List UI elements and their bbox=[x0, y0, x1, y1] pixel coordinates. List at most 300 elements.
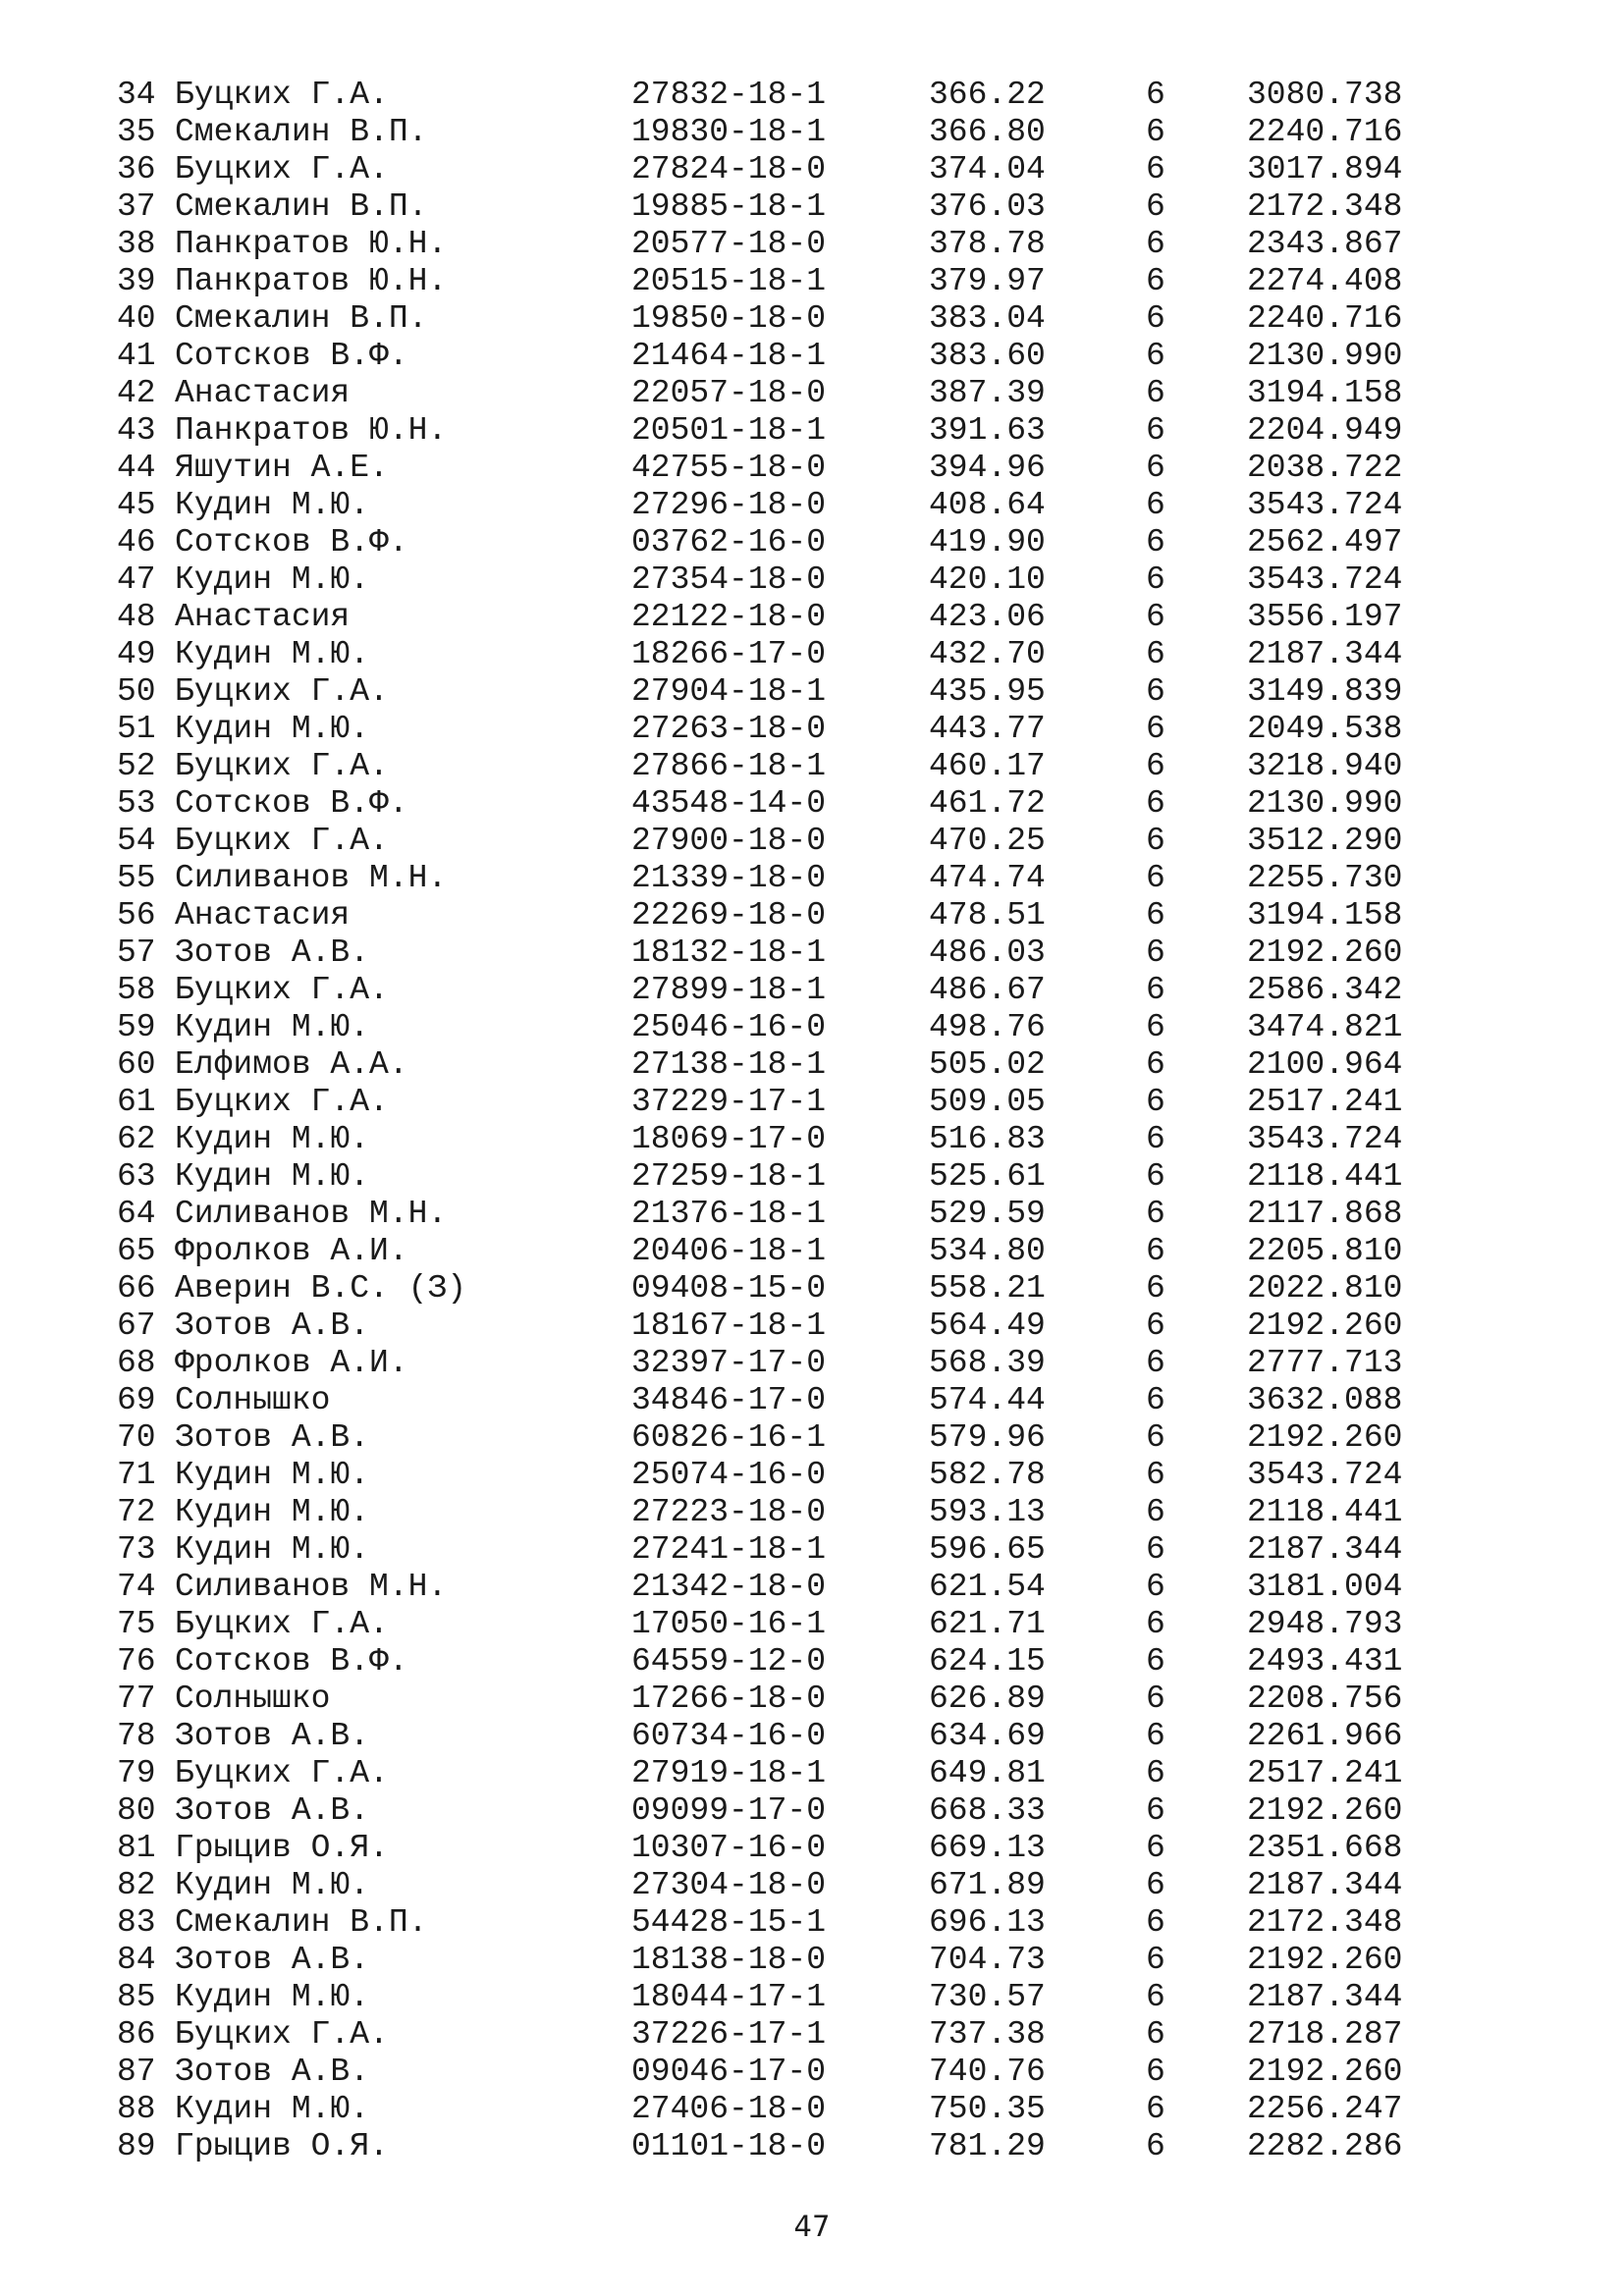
group-value: 6 bbox=[1146, 1942, 1165, 1978]
distance-value: 634.69 bbox=[929, 1718, 1046, 1754]
ring-code: 18167-18-1 bbox=[631, 1308, 827, 1344]
ring-code: 54428-15-1 bbox=[631, 1904, 827, 1941]
row-number: 61 bbox=[117, 1084, 156, 1120]
score-value: 3194.158 bbox=[1247, 897, 1403, 934]
participant-name: Кудин М.Ю. bbox=[175, 636, 370, 672]
score-value: 2586.342 bbox=[1247, 972, 1403, 1008]
row-number: 81 bbox=[117, 1830, 156, 1866]
participant-name: Зотов А.В. bbox=[175, 1942, 370, 1978]
group-value: 6 bbox=[1146, 1830, 1165, 1866]
score-value: 2187.344 bbox=[1247, 1979, 1403, 2015]
ring-code: 27223-18-0 bbox=[631, 1494, 827, 1530]
row-number: 47 bbox=[117, 561, 156, 598]
row-number: 57 bbox=[117, 934, 156, 971]
table-row bbox=[0, 2128, 1624, 2165]
table-row bbox=[0, 114, 1624, 151]
distance-value: 391.63 bbox=[929, 412, 1046, 449]
score-value: 2187.344 bbox=[1247, 1867, 1403, 1903]
ring-code: 03762-16-0 bbox=[631, 524, 827, 561]
row-number: 56 bbox=[117, 897, 156, 934]
distance-value: 420.10 bbox=[929, 561, 1046, 598]
group-value: 6 bbox=[1146, 1755, 1165, 1791]
score-value: 2172.348 bbox=[1247, 1904, 1403, 1941]
distance-value: 750.35 bbox=[929, 2091, 1046, 2127]
score-value: 2192.260 bbox=[1247, 1419, 1403, 1456]
row-number: 60 bbox=[117, 1046, 156, 1083]
score-value: 2256.247 bbox=[1247, 2091, 1403, 2127]
distance-value: 649.81 bbox=[929, 1755, 1046, 1791]
participant-name: Панкратов Ю.Н. bbox=[175, 263, 448, 299]
table-row bbox=[0, 1382, 1624, 1419]
score-value: 3543.724 bbox=[1247, 1457, 1403, 1493]
table-row bbox=[0, 1531, 1624, 1569]
group-value: 6 bbox=[1146, 1494, 1165, 1530]
group-value: 6 bbox=[1146, 1904, 1165, 1941]
page-number: 47 bbox=[793, 2210, 831, 2243]
group-value: 6 bbox=[1146, 114, 1165, 150]
ring-code: 27832-18-1 bbox=[631, 77, 827, 113]
group-value: 6 bbox=[1146, 1158, 1165, 1195]
distance-value: 626.89 bbox=[929, 1681, 1046, 1717]
participant-name: Буцких Г.А. bbox=[175, 972, 389, 1008]
table-row bbox=[0, 2016, 1624, 2054]
score-value: 2208.756 bbox=[1247, 1681, 1403, 1717]
score-value: 2274.408 bbox=[1247, 263, 1403, 299]
row-number: 78 bbox=[117, 1718, 156, 1754]
participant-name: Сотсков В.Ф. bbox=[175, 785, 408, 822]
score-value: 2204.949 bbox=[1247, 412, 1403, 449]
distance-value: 624.15 bbox=[929, 1643, 1046, 1680]
group-value: 6 bbox=[1146, 412, 1165, 449]
table-row bbox=[0, 77, 1624, 114]
table-row bbox=[0, 1233, 1624, 1270]
distance-value: 621.54 bbox=[929, 1569, 1046, 1605]
table-row bbox=[0, 1830, 1624, 1867]
results-table bbox=[0, 77, 1624, 2165]
row-number: 79 bbox=[117, 1755, 156, 1791]
participant-name: Кудин М.Ю. bbox=[175, 1494, 370, 1530]
ring-code: 18138-18-0 bbox=[631, 1942, 827, 1978]
participant-name: Солнышко bbox=[175, 1681, 331, 1717]
distance-value: 781.29 bbox=[929, 2128, 1046, 2164]
score-value: 2022.810 bbox=[1247, 1270, 1403, 1307]
row-number: 64 bbox=[117, 1196, 156, 1232]
table-row bbox=[0, 860, 1624, 897]
ring-code: 27354-18-0 bbox=[631, 561, 827, 598]
group-value: 6 bbox=[1146, 1084, 1165, 1120]
score-value: 2777.713 bbox=[1247, 1345, 1403, 1381]
table-row bbox=[0, 1009, 1624, 1046]
score-value: 3512.290 bbox=[1247, 823, 1403, 859]
row-number: 58 bbox=[117, 972, 156, 1008]
group-value: 6 bbox=[1146, 2054, 1165, 2090]
table-row bbox=[0, 1606, 1624, 1643]
participant-name: Зотов А.В. bbox=[175, 1419, 370, 1456]
participant-name: Смекалин В.П. bbox=[175, 188, 428, 225]
score-value: 3543.724 bbox=[1247, 1121, 1403, 1157]
distance-value: 498.76 bbox=[929, 1009, 1046, 1045]
group-value: 6 bbox=[1146, 1233, 1165, 1269]
participant-name: Кудин М.Ю. bbox=[175, 1121, 370, 1157]
distance-value: 737.38 bbox=[929, 2016, 1046, 2053]
group-value: 6 bbox=[1146, 487, 1165, 523]
group-value: 6 bbox=[1146, 338, 1165, 374]
row-number: 37 bbox=[117, 188, 156, 225]
score-value: 2240.716 bbox=[1247, 114, 1403, 150]
ring-code: 19885-18-1 bbox=[631, 188, 827, 225]
ring-code: 27263-18-0 bbox=[631, 711, 827, 747]
row-number: 39 bbox=[117, 263, 156, 299]
ring-code: 27900-18-0 bbox=[631, 823, 827, 859]
distance-value: 564.49 bbox=[929, 1308, 1046, 1344]
participant-name: Буцких Г.А. bbox=[175, 823, 389, 859]
distance-value: 621.71 bbox=[929, 1606, 1046, 1642]
distance-value: 474.74 bbox=[929, 860, 1046, 896]
score-value: 2343.867 bbox=[1247, 226, 1403, 262]
distance-value: 525.61 bbox=[929, 1158, 1046, 1195]
table-row bbox=[0, 2091, 1624, 2128]
score-value: 3194.158 bbox=[1247, 375, 1403, 411]
row-number: 67 bbox=[117, 1308, 156, 1344]
participant-name: Анастасия bbox=[175, 599, 351, 635]
distance-value: 505.02 bbox=[929, 1046, 1046, 1083]
score-value: 2038.722 bbox=[1247, 450, 1403, 486]
participant-name: Кудин М.Ю. bbox=[175, 2091, 370, 2127]
group-value: 6 bbox=[1146, 77, 1165, 113]
group-value: 6 bbox=[1146, 1979, 1165, 2015]
distance-value: 366.22 bbox=[929, 77, 1046, 113]
participant-name: Фролков А.И. bbox=[175, 1233, 408, 1269]
table-row bbox=[0, 412, 1624, 450]
score-value: 2118.441 bbox=[1247, 1494, 1403, 1530]
row-number: 35 bbox=[117, 114, 156, 150]
row-number: 86 bbox=[117, 2016, 156, 2053]
score-value: 3149.839 bbox=[1247, 673, 1403, 710]
row-number: 41 bbox=[117, 338, 156, 374]
ring-code: 17050-16-1 bbox=[631, 1606, 827, 1642]
table-row bbox=[0, 1270, 1624, 1308]
distance-value: 374.04 bbox=[929, 151, 1046, 187]
table-row bbox=[0, 226, 1624, 263]
table-row bbox=[0, 711, 1624, 748]
ring-code: 18266-17-0 bbox=[631, 636, 827, 672]
ring-code: 09046-17-0 bbox=[631, 2054, 827, 2090]
ring-code: 18132-18-1 bbox=[631, 934, 827, 971]
row-number: 87 bbox=[117, 2054, 156, 2090]
table-row bbox=[0, 1158, 1624, 1196]
score-value: 3543.724 bbox=[1247, 561, 1403, 598]
participant-name: Яшутин А.Е. bbox=[175, 450, 389, 486]
table-row bbox=[0, 673, 1624, 711]
participant-name: Кудин М.Ю. bbox=[175, 1009, 370, 1045]
table-row bbox=[0, 375, 1624, 412]
ring-code: 01101-18-0 bbox=[631, 2128, 827, 2164]
distance-value: 516.83 bbox=[929, 1121, 1046, 1157]
row-number: 50 bbox=[117, 673, 156, 710]
group-value: 6 bbox=[1146, 226, 1165, 262]
table-row bbox=[0, 300, 1624, 338]
table-row bbox=[0, 487, 1624, 524]
group-value: 6 bbox=[1146, 188, 1165, 225]
participant-name: Сотсков В.Ф. bbox=[175, 524, 408, 561]
table-row bbox=[0, 1867, 1624, 1904]
distance-value: 408.64 bbox=[929, 487, 1046, 523]
score-value: 2240.716 bbox=[1247, 300, 1403, 337]
participant-name: Буцких Г.А. bbox=[175, 151, 389, 187]
distance-value: 379.97 bbox=[929, 263, 1046, 299]
group-value: 6 bbox=[1146, 1345, 1165, 1381]
group-value: 6 bbox=[1146, 1457, 1165, 1493]
group-value: 6 bbox=[1146, 1009, 1165, 1045]
score-value: 2187.344 bbox=[1247, 636, 1403, 672]
ring-code: 27406-18-0 bbox=[631, 2091, 827, 2127]
participant-name: Зотов А.В. bbox=[175, 1308, 370, 1344]
distance-value: 383.04 bbox=[929, 300, 1046, 337]
row-number: 63 bbox=[117, 1158, 156, 1195]
group-value: 6 bbox=[1146, 1046, 1165, 1083]
distance-value: 509.05 bbox=[929, 1084, 1046, 1120]
group-value: 6 bbox=[1146, 1569, 1165, 1605]
table-row bbox=[0, 1084, 1624, 1121]
distance-value: 383.60 bbox=[929, 338, 1046, 374]
distance-value: 378.78 bbox=[929, 226, 1046, 262]
table-row bbox=[0, 897, 1624, 934]
table-row bbox=[0, 1979, 1624, 2016]
ring-code: 25046-16-0 bbox=[631, 1009, 827, 1045]
row-number: 73 bbox=[117, 1531, 156, 1568]
table-row bbox=[0, 151, 1624, 188]
score-value: 2517.241 bbox=[1247, 1755, 1403, 1791]
score-value: 2117.868 bbox=[1247, 1196, 1403, 1232]
group-value: 6 bbox=[1146, 450, 1165, 486]
ring-code: 17266-18-0 bbox=[631, 1681, 827, 1717]
ring-code: 27904-18-1 bbox=[631, 673, 827, 710]
score-value: 3556.197 bbox=[1247, 599, 1403, 635]
table-row bbox=[0, 1718, 1624, 1755]
row-number: 46 bbox=[117, 524, 156, 561]
group-value: 6 bbox=[1146, 711, 1165, 747]
ring-code: 10307-16-0 bbox=[631, 1830, 827, 1866]
score-value: 2192.260 bbox=[1247, 934, 1403, 971]
row-number: 88 bbox=[117, 2091, 156, 2127]
score-value: 3181.004 bbox=[1247, 1569, 1403, 1605]
distance-value: 568.39 bbox=[929, 1345, 1046, 1381]
ring-code: 27866-18-1 bbox=[631, 748, 827, 784]
participant-name: Смекалин В.П. bbox=[175, 300, 428, 337]
distance-value: 486.67 bbox=[929, 972, 1046, 1008]
group-value: 6 bbox=[1146, 823, 1165, 859]
group-value: 6 bbox=[1146, 785, 1165, 822]
table-row bbox=[0, 1196, 1624, 1233]
group-value: 6 bbox=[1146, 1308, 1165, 1344]
row-number: 83 bbox=[117, 1904, 156, 1941]
score-value: 2049.538 bbox=[1247, 711, 1403, 747]
row-number: 48 bbox=[117, 599, 156, 635]
row-number: 43 bbox=[117, 412, 156, 449]
ring-code: 22122-18-0 bbox=[631, 599, 827, 635]
row-number: 59 bbox=[117, 1009, 156, 1045]
participant-name: Силиванов М.Н. bbox=[175, 1196, 448, 1232]
participant-name: Зотов А.В. bbox=[175, 2054, 370, 2090]
row-number: 38 bbox=[117, 226, 156, 262]
group-value: 6 bbox=[1146, 636, 1165, 672]
group-value: 6 bbox=[1146, 375, 1165, 411]
row-number: 52 bbox=[117, 748, 156, 784]
ring-code: 27899-18-1 bbox=[631, 972, 827, 1008]
score-value: 3080.738 bbox=[1247, 77, 1403, 113]
row-number: 55 bbox=[117, 860, 156, 896]
score-value: 2130.990 bbox=[1247, 785, 1403, 822]
ring-code: 43548-14-0 bbox=[631, 785, 827, 822]
group-value: 6 bbox=[1146, 1867, 1165, 1903]
table-row bbox=[0, 263, 1624, 300]
row-number: 62 bbox=[117, 1121, 156, 1157]
group-value: 6 bbox=[1146, 151, 1165, 187]
participant-name: Панкратов Ю.Н. bbox=[175, 412, 448, 449]
table-row bbox=[0, 1419, 1624, 1457]
participant-name: Буцких Г.А. bbox=[175, 673, 389, 710]
ring-code: 18069-17-0 bbox=[631, 1121, 827, 1157]
score-value: 2192.260 bbox=[1247, 2054, 1403, 2090]
group-value: 6 bbox=[1146, 2128, 1165, 2164]
participant-name: Солнышко bbox=[175, 1382, 331, 1418]
ring-code: 60734-16-0 bbox=[631, 1718, 827, 1754]
group-value: 6 bbox=[1146, 1121, 1165, 1157]
distance-value: 740.76 bbox=[929, 2054, 1046, 2090]
row-number: 84 bbox=[117, 1942, 156, 1978]
score-value: 2192.260 bbox=[1247, 1308, 1403, 1344]
distance-value: 574.44 bbox=[929, 1382, 1046, 1418]
ring-code: 27259-18-1 bbox=[631, 1158, 827, 1195]
table-row bbox=[0, 2054, 1624, 2091]
group-value: 6 bbox=[1146, 673, 1165, 710]
participant-name: Кудин М.Ю. bbox=[175, 487, 370, 523]
row-number: 89 bbox=[117, 2128, 156, 2164]
participant-name: Буцких Г.А. bbox=[175, 748, 389, 784]
table-row bbox=[0, 1904, 1624, 1942]
distance-value: 668.33 bbox=[929, 1792, 1046, 1829]
row-number: 42 bbox=[117, 375, 156, 411]
table-row bbox=[0, 785, 1624, 823]
row-number: 51 bbox=[117, 711, 156, 747]
distance-value: 486.03 bbox=[929, 934, 1046, 971]
distance-value: 435.95 bbox=[929, 673, 1046, 710]
score-value: 2282.286 bbox=[1247, 2128, 1403, 2164]
row-number: 66 bbox=[117, 1270, 156, 1307]
distance-value: 461.72 bbox=[929, 785, 1046, 822]
table-row bbox=[0, 1942, 1624, 1979]
participant-name: Буцких Г.А. bbox=[175, 2016, 389, 2053]
score-value: 2100.964 bbox=[1247, 1046, 1403, 1083]
distance-value: 419.90 bbox=[929, 524, 1046, 561]
table-row bbox=[0, 188, 1624, 226]
distance-value: 394.96 bbox=[929, 450, 1046, 486]
participant-name: Силиванов М.Н. bbox=[175, 860, 448, 896]
participant-name: Буцких Г.А. bbox=[175, 1084, 389, 1120]
distance-value: 696.13 bbox=[929, 1904, 1046, 1941]
group-value: 6 bbox=[1146, 2091, 1165, 2127]
score-value: 3017.894 bbox=[1247, 151, 1403, 187]
distance-value: 376.03 bbox=[929, 188, 1046, 225]
row-number: 77 bbox=[117, 1681, 156, 1717]
group-value: 6 bbox=[1146, 1419, 1165, 1456]
row-number: 34 bbox=[117, 77, 156, 113]
ring-code: 19850-18-0 bbox=[631, 300, 827, 337]
group-value: 6 bbox=[1146, 599, 1165, 635]
group-value: 6 bbox=[1146, 1606, 1165, 1642]
score-value: 2192.260 bbox=[1247, 1942, 1403, 1978]
ring-code: 27824-18-0 bbox=[631, 151, 827, 187]
group-value: 6 bbox=[1146, 1718, 1165, 1754]
row-number: 45 bbox=[117, 487, 156, 523]
ring-code: 22057-18-0 bbox=[631, 375, 827, 411]
participant-name: Буцких Г.А. bbox=[175, 77, 389, 113]
score-value: 2205.810 bbox=[1247, 1233, 1403, 1269]
table-row bbox=[0, 338, 1624, 375]
participant-name: Зотов А.В. bbox=[175, 1718, 370, 1754]
score-value: 2130.990 bbox=[1247, 338, 1403, 374]
row-number: 36 bbox=[117, 151, 156, 187]
row-number: 44 bbox=[117, 450, 156, 486]
row-number: 72 bbox=[117, 1494, 156, 1530]
table-row bbox=[0, 1792, 1624, 1830]
distance-value: 443.77 bbox=[929, 711, 1046, 747]
ring-code: 21376-18-1 bbox=[631, 1196, 827, 1232]
score-value: 2118.441 bbox=[1247, 1158, 1403, 1195]
score-value: 3543.724 bbox=[1247, 487, 1403, 523]
participant-name: Грыцив О.Я. bbox=[175, 2128, 389, 2164]
table-row bbox=[0, 1569, 1624, 1606]
group-value: 6 bbox=[1146, 300, 1165, 337]
row-number: 74 bbox=[117, 1569, 156, 1605]
participant-name: Сотсков В.Ф. bbox=[175, 1643, 408, 1680]
table-row bbox=[0, 972, 1624, 1009]
table-row bbox=[0, 1494, 1624, 1531]
ring-code: 25074-16-0 bbox=[631, 1457, 827, 1493]
table-row bbox=[0, 1121, 1624, 1158]
table-row bbox=[0, 524, 1624, 561]
ring-code: 20501-18-1 bbox=[631, 412, 827, 449]
group-value: 6 bbox=[1146, 1270, 1165, 1307]
distance-value: 558.21 bbox=[929, 1270, 1046, 1307]
table-row bbox=[0, 1643, 1624, 1681]
participant-name: Буцких Г.А. bbox=[175, 1755, 389, 1791]
ring-code: 60826-16-1 bbox=[631, 1419, 827, 1456]
participant-name: Кудин М.Ю. bbox=[175, 711, 370, 747]
ring-code: 21464-18-1 bbox=[631, 338, 827, 374]
ring-code: 09099-17-0 bbox=[631, 1792, 827, 1829]
ring-code: 27919-18-1 bbox=[631, 1755, 827, 1791]
row-number: 82 bbox=[117, 1867, 156, 1903]
row-number: 49 bbox=[117, 636, 156, 672]
distance-value: 582.78 bbox=[929, 1457, 1046, 1493]
participant-name: Аверин В.С. (З) bbox=[175, 1270, 467, 1307]
ring-code: 20406-18-1 bbox=[631, 1233, 827, 1269]
row-number: 76 bbox=[117, 1643, 156, 1680]
group-value: 6 bbox=[1146, 1681, 1165, 1717]
group-value: 6 bbox=[1146, 1196, 1165, 1232]
row-number: 75 bbox=[117, 1606, 156, 1642]
table-row bbox=[0, 1755, 1624, 1792]
group-value: 6 bbox=[1146, 1792, 1165, 1829]
participant-name: Кудин М.Ю. bbox=[175, 1457, 370, 1493]
participant-name: Зотов А.В. bbox=[175, 1792, 370, 1829]
group-value: 6 bbox=[1146, 934, 1165, 971]
score-value: 2351.668 bbox=[1247, 1830, 1403, 1866]
ring-code: 64559-12-0 bbox=[631, 1643, 827, 1680]
ring-code: 27296-18-0 bbox=[631, 487, 827, 523]
row-number: 40 bbox=[117, 300, 156, 337]
